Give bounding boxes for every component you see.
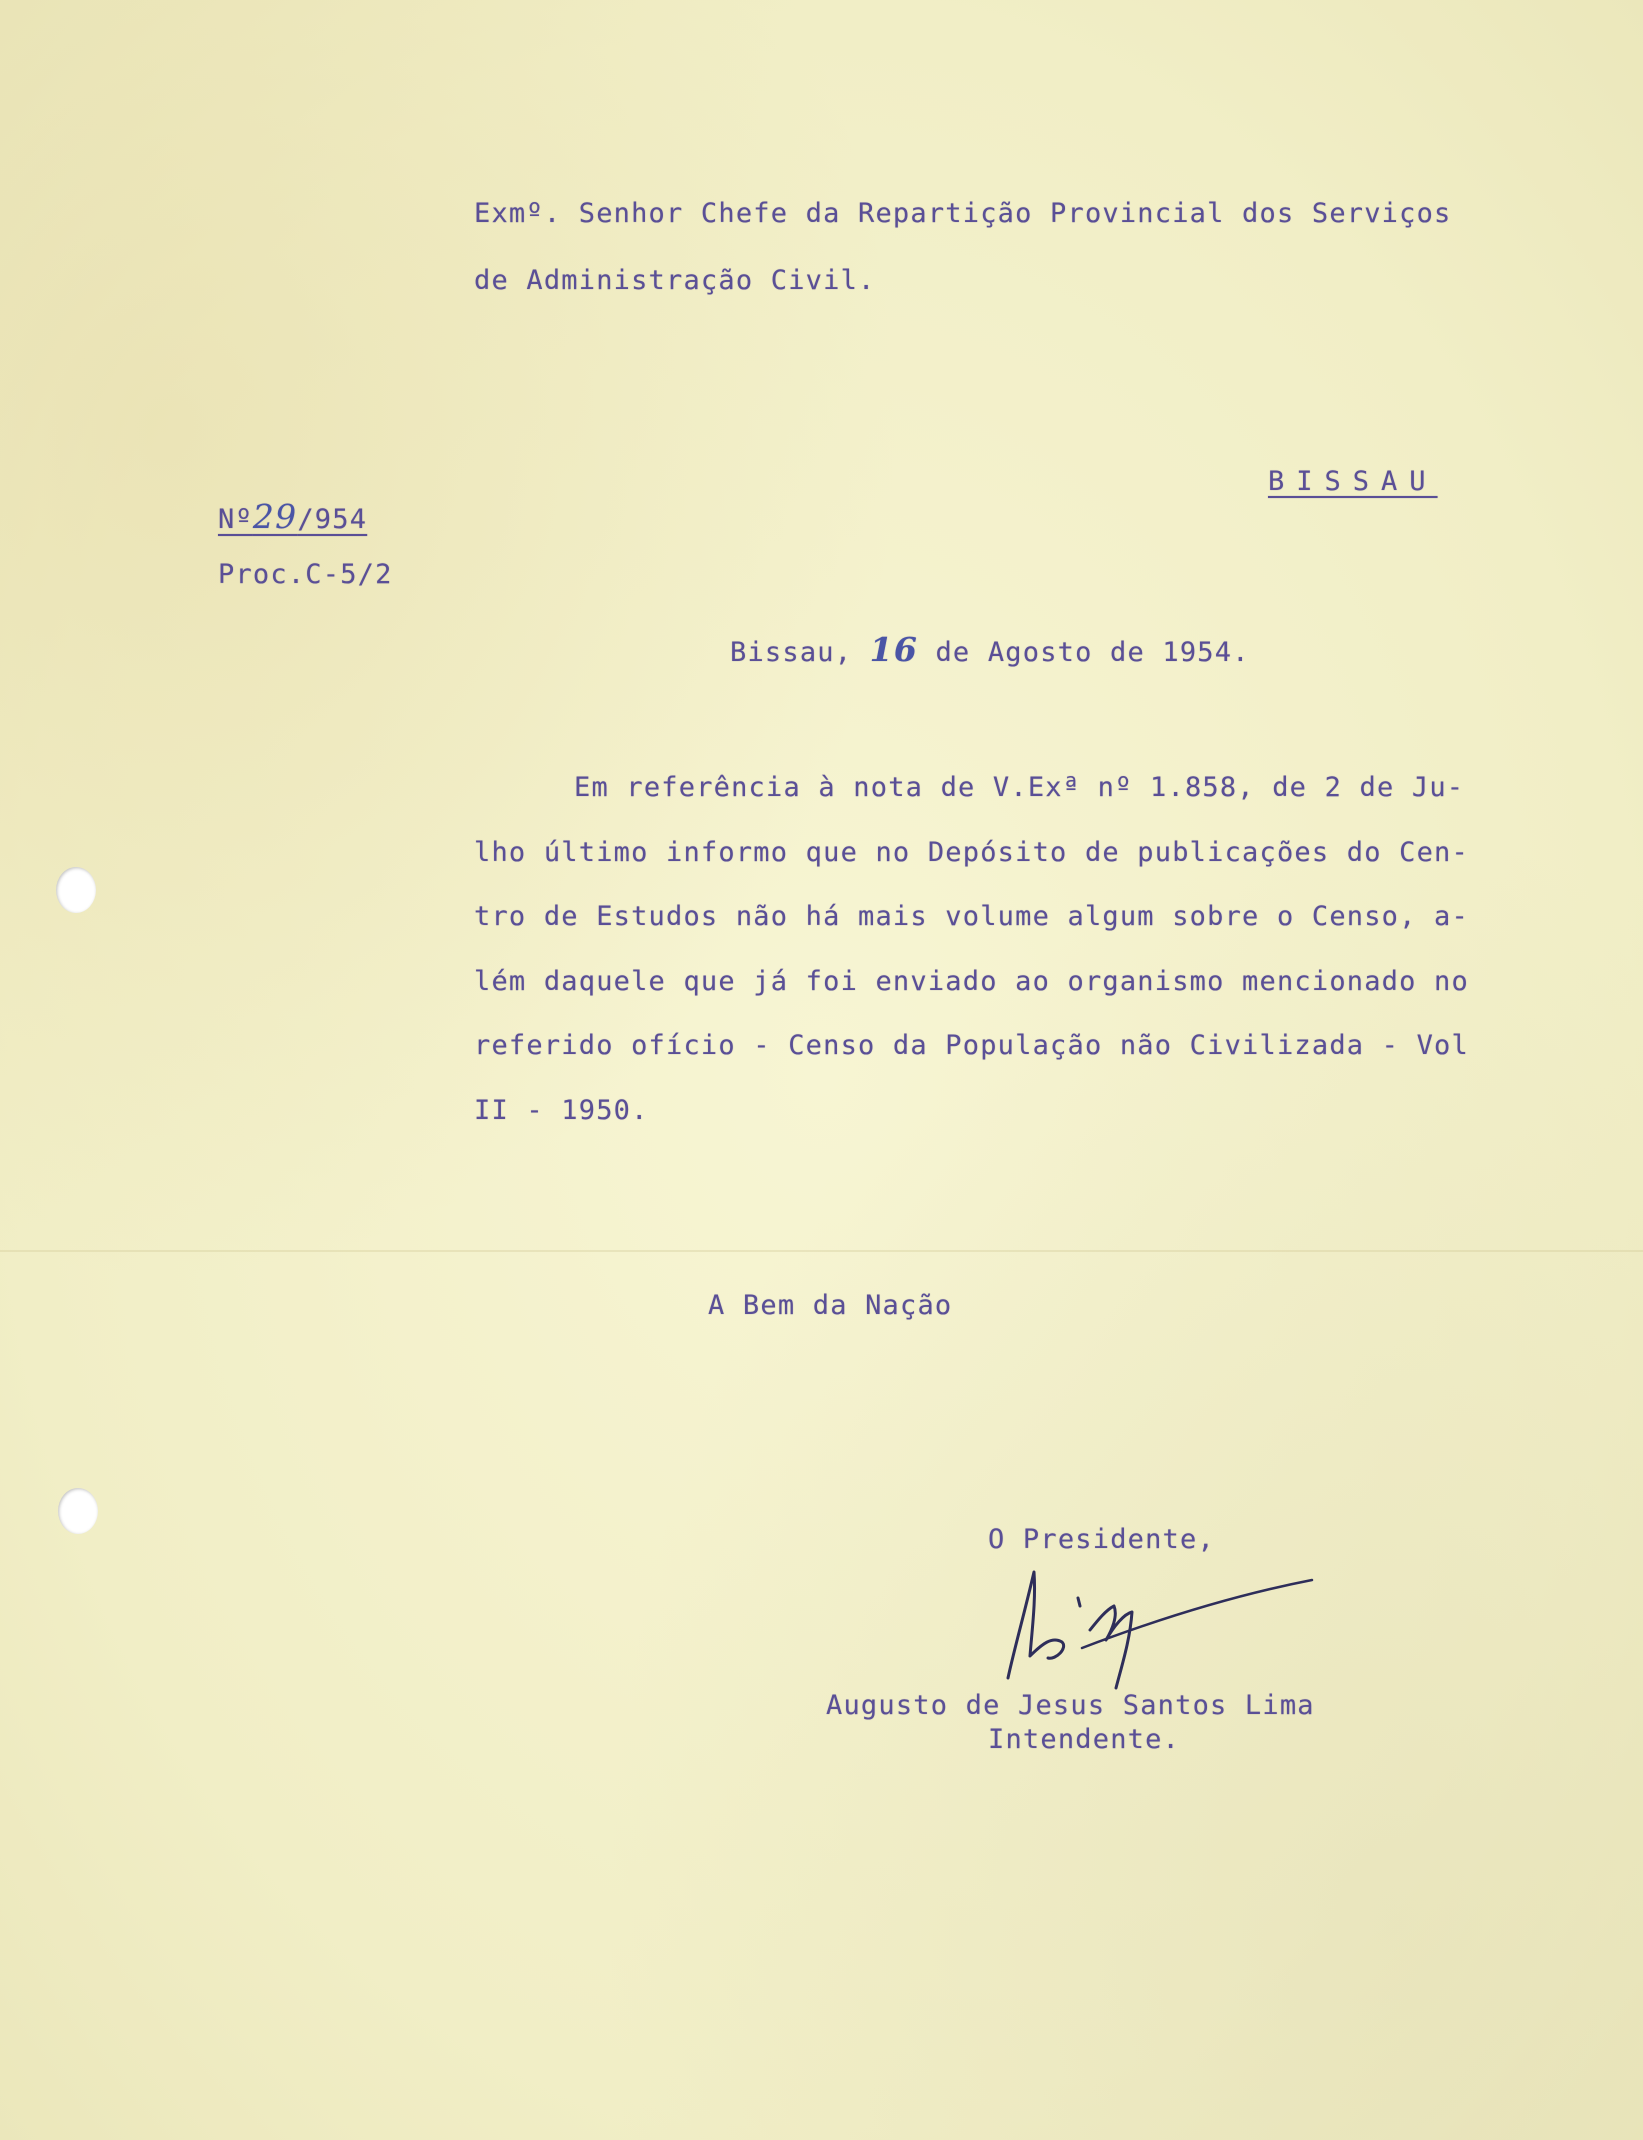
signatory-role: Intendente. [988,1724,1181,1755]
addressee-line-1: Exmº. Senhor Chefe da Repartição Provincial dos Serviços [474,198,1452,229]
signatory-name: Augusto de Jesus Santos Lima [826,1690,1315,1721]
reference-prefix: Nº [218,504,253,535]
letter-body [474,756,1604,1143]
reference-number [218,497,367,536]
body-line: referido ofício - Censo da População não Civilizada - Vol [474,1030,1469,1061]
punch-hole [56,867,96,913]
date-rest: de Agosto de 1954. [935,637,1250,668]
handwritten-signature [990,1560,1320,1690]
addressee-line-2: de Administração Civil. [474,265,876,296]
body-line: lém daquele que já foi enviado ao organismo mencionado no [474,965,1469,997]
process-number: Proc.C-5/2 [218,559,393,590]
body-line: II - 1950. [474,1094,649,1126]
reference-number-handwritten: 29 [252,497,298,536]
punch-hole [58,1488,98,1534]
body-line: lho último informo que no Depósito de publicações do Cen- [474,836,1469,868]
signatory-title: O Presidente, [988,1524,1215,1555]
reference-year: /954 [297,504,368,535]
body-line: Em referência à nota de V.Exª nº 1.858, de 2 de Ju- [574,772,1465,803]
closing-salutation: A Bem da Nação [708,1290,953,1321]
destination: BISSAU [1268,466,1438,497]
body-line: tro de Estudos não há mais volume algum sobre o Censo, a- [474,901,1469,932]
date-day-handwritten: 16 [869,630,918,669]
date-line [730,630,1250,669]
paper-fold [0,1250,1643,1252]
date-prefix: Bissau, [730,637,853,668]
